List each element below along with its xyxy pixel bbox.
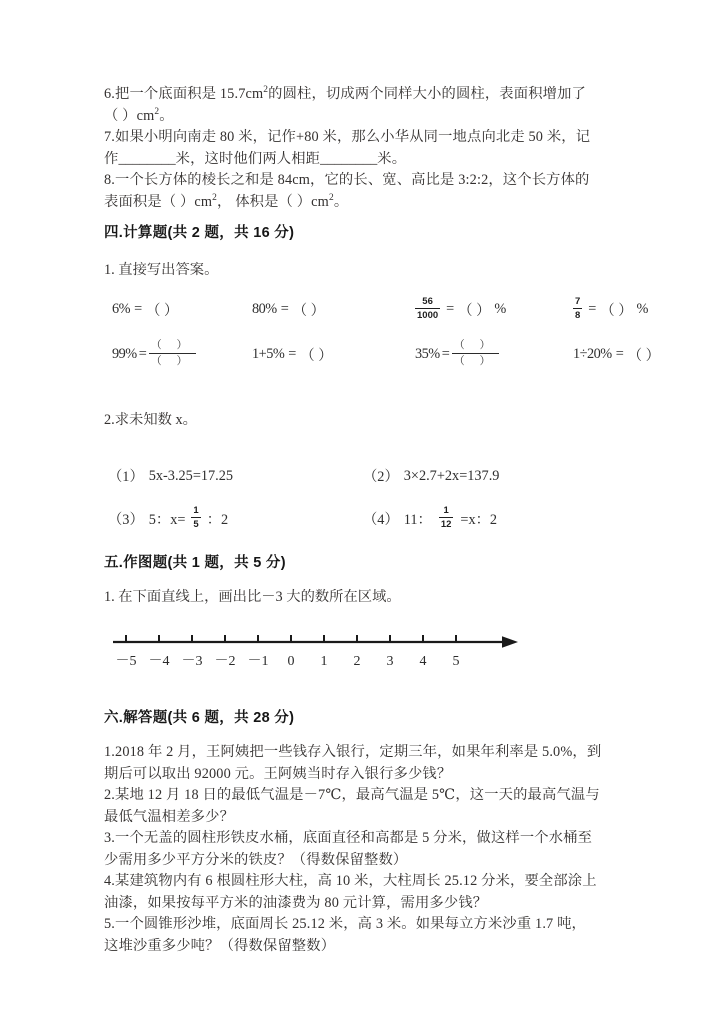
- blank-fraction-99-percent-numerator: （ ）: [150, 339, 194, 351]
- solve-question-2: [104, 785, 620, 828]
- fraction-56-1000-denominator: 1000: [417, 309, 439, 321]
- blank-fraction-99-percent-denominator: （ ）: [150, 355, 194, 367]
- solve-question-3-line-1: 一个无盖的圆柱形铁皮水桶，底面直径和高都是 5 分米，做这样一个水桶至: [115, 830, 593, 846]
- section-six-heading: 六.解答题(共 6 题，共 28 分): [104, 710, 295, 726]
- equation-3-post: ：2: [206, 511, 229, 528]
- equations-grid: [108, 466, 608, 530]
- solve-question-1-line-1: 2018 年 2 月，王阿姨把一些钱存入银行，定期三年，如果年利率是 5.0%，到: [115, 744, 602, 760]
- equation-4: [363, 507, 608, 530]
- calc-item-35-percent: [397, 341, 557, 368]
- solve-question-1-line-2: 期后可以取出 92000 元。王阿姨当时存入银行多少钱？: [104, 765, 452, 782]
- solve-question-1-number: 1.: [104, 744, 116, 760]
- number-line-label-6: 1: [320, 654, 328, 669]
- calc-item-6-percent-answer-blank: （ ）: [146, 302, 179, 319]
- solve-question-4: [104, 871, 620, 914]
- calc-item-99-percent: [112, 341, 252, 368]
- question-7-blank-2: ________: [320, 150, 378, 167]
- oral-calc-row-1: [112, 296, 648, 321]
- calc-item-1-div-20-percent-eq: =: [615, 346, 624, 362]
- question-7: [104, 127, 620, 170]
- fill-in-blanks-group: [104, 84, 620, 213]
- calc-item-7-over-8: [557, 298, 648, 321]
- number-line-label-1: －4: [148, 654, 170, 669]
- calc-item-6-percent: [112, 298, 252, 321]
- equation-3-pre: 5：x=: [148, 511, 186, 528]
- solve-question-2-line-1: 某地 12 月 18 日的最低气温是－7℃，最高气温是 5℃，这一天的最高气温与: [115, 787, 600, 803]
- calc-item-1-div-20-percent-lhs: 1÷20%: [573, 346, 612, 362]
- number-line-label-7: 2: [353, 654, 361, 669]
- calc-item-80-percent-lhs: 80%: [252, 301, 277, 317]
- calc-item-56-over-1000: [397, 298, 557, 321]
- calc-item-56-over-1000-answer-blank: （ ）: [458, 302, 491, 319]
- question-7-number: 7.: [104, 129, 116, 145]
- solve-question-2-number: 2.: [104, 787, 116, 803]
- section-four-sub1-label: 1. 直接写出答案。: [104, 262, 219, 278]
- solve-question-3-line-2: 少需用多少平方分米的铁皮？（得数保留整数）: [104, 851, 408, 868]
- blank-fraction-35-percent: [452, 340, 499, 367]
- question-6-sup-a: 2: [263, 85, 269, 96]
- equation-1-index: （1）: [108, 469, 144, 485]
- fraction-1-5: [191, 506, 200, 529]
- calc-item-6-percent-lhs: 6%: [112, 301, 131, 317]
- calc-item-80-percent: [252, 298, 397, 321]
- number-line-label-0: －5: [115, 654, 137, 669]
- equation-3-index: （3）: [108, 511, 144, 528]
- calc-item-1-plus-5-percent-answer-blank: （ ）: [300, 347, 333, 364]
- section-five-heading: 五.作图题(共 1 题，共 5 分): [104, 555, 286, 571]
- calc-item-7-over-8-eq: =: [588, 301, 597, 317]
- calc-item-1-plus-5-percent-eq: =: [288, 346, 297, 362]
- number-line-label-8: 3: [386, 654, 394, 669]
- equation-2-text: 3×2.7+2x=137.9: [403, 467, 500, 484]
- section-five-sub1-label: 1. 在下面直线上，画出比－3 大的数所在区域。: [104, 589, 401, 605]
- fraction-7-8: [573, 297, 582, 320]
- calc-item-7-over-8-answer-blank: （ ）: [600, 302, 633, 319]
- fraction-1-5-numerator: 1: [193, 505, 199, 516]
- solve-question-3: [104, 828, 620, 871]
- calc-item-7-over-8-suffix: %: [636, 301, 648, 317]
- question-6-text-a: 把一个底面积是 15.7cm: [115, 86, 264, 102]
- question-7-text-d: 米。: [377, 150, 407, 167]
- calc-item-35-percent-eq: =: [441, 346, 450, 362]
- question-6-sup-c: 2: [154, 106, 160, 117]
- question-6-number: 6.: [104, 86, 116, 102]
- equation-2-index: （2）: [363, 469, 399, 485]
- solve-question-4-line-2: 油漆，如果按每平方米的油漆费为 80 元计算，需用多少钱？: [104, 894, 488, 911]
- number-line-label-9: 4: [419, 654, 427, 669]
- calc-item-99-percent-eq: =: [138, 346, 147, 362]
- solve-question-2-line-2: 最低气温相差多少？: [104, 808, 235, 825]
- blank-fraction-99-percent: [149, 340, 196, 367]
- question-8-text-c: ， 体积是（ ）cm: [217, 193, 329, 210]
- solve-question-1: [104, 742, 620, 785]
- question-8: [104, 170, 620, 213]
- solve-question-5-line-1: 一个圆锥形沙堆，底面周长 25.12 米，高 3 米。如果每立方米沙重 1.7 吨，: [115, 916, 586, 932]
- solve-question-4-line-1: 某建筑物内有 6 根圆柱形大柱，高 10 米，大柱周长 25.12 分米，要全部涂上: [115, 873, 597, 889]
- number-line-labels: [116, 654, 460, 669]
- calc-item-1-div-20-percent: [557, 341, 660, 368]
- equation-3: [108, 507, 363, 530]
- question-7-text-a: 如果小明向南走 80 米，记作+80 米，那么小华从同一地点向北走 50 米，记: [115, 129, 591, 145]
- solve-question-5-number: 5.: [104, 916, 116, 932]
- question-8-text-b: 表面积是（ ）cm: [104, 193, 213, 210]
- calc-item-99-percent-lhs: 99%: [112, 346, 137, 362]
- question-6-text-b: 的圆柱，切成两个同样大小的圆柱，表面积增加了: [268, 86, 586, 102]
- number-line-svg: [104, 628, 524, 680]
- number-line-label-5: 0: [287, 654, 295, 669]
- solve-question-4-number: 4.: [104, 873, 116, 889]
- calc-item-56-over-1000-eq: =: [446, 301, 455, 317]
- blank-fraction-35-percent-numerator: （ ）: [453, 339, 497, 351]
- question-6-text-d: 。: [159, 107, 174, 124]
- solve-question-5: [104, 914, 620, 957]
- solve-question-3-number: 3.: [104, 830, 116, 846]
- fraction-7-8-denominator: 8: [575, 309, 581, 321]
- question-8-sup-c: 2: [328, 192, 334, 203]
- equation-1: [108, 466, 363, 486]
- fraction-56-1000-numerator: 56: [422, 296, 433, 307]
- equation-4-pre: 11：: [403, 511, 432, 528]
- fraction-1-12-denominator: 12: [440, 518, 452, 530]
- equation-4-index: （4）: [363, 511, 399, 528]
- number-line-label-2: －3: [181, 654, 203, 669]
- calc-item-35-percent-lhs: 35%: [415, 346, 440, 362]
- number-line-label-3: －2: [214, 654, 236, 669]
- section-four-heading: 四.计算题(共 2 题，共 16 分): [104, 225, 295, 241]
- question-8-text-d: 。: [333, 193, 349, 210]
- equation-1-text: 5x-3.25=17.25: [148, 467, 234, 484]
- fraction-1-12: [439, 506, 454, 529]
- calc-item-1-plus-5-percent: [252, 341, 397, 368]
- question-8-text-a: 一个长方体的棱长之和是 84cm，它的长、宽、高比是 3:2:2，这个长方体的: [115, 172, 590, 188]
- section-six-questions: [104, 742, 620, 957]
- equation-4-post: =x：2: [460, 511, 498, 528]
- calc-item-6-percent-eq: =: [134, 301, 143, 317]
- question-6-text-c: （ ）cm: [104, 107, 155, 124]
- solve-question-5-line-2: 这堆沙重多少吨？（得数保留整数）: [104, 937, 336, 954]
- fraction-1-12-numerator: 1: [443, 505, 449, 516]
- calc-item-80-percent-answer-blank: （ ）: [292, 302, 325, 319]
- fraction-1-5-denominator: 5: [193, 518, 199, 530]
- question-7-blank-1: ________: [118, 150, 176, 167]
- number-line-label-4: －1: [247, 654, 269, 669]
- question-7-text-b: 作: [104, 150, 119, 167]
- calc-item-1-plus-5-percent-lhs: 1+5%: [252, 346, 285, 362]
- oral-calc-row-2: [112, 339, 660, 368]
- question-7-text-c: 米，这时他们两人相距: [175, 150, 321, 167]
- number-line-figure: [104, 628, 524, 680]
- fraction-56-1000: [415, 297, 440, 320]
- number-line-label-10: 5: [452, 654, 460, 669]
- calc-item-80-percent-eq: =: [280, 301, 289, 317]
- number-line-arrow-icon: [502, 636, 518, 648]
- blank-fraction-35-percent-denominator: （ ）: [453, 355, 497, 367]
- calc-item-1-div-20-percent-answer-blank: （ ）: [627, 347, 660, 364]
- question-8-number: 8.: [104, 172, 116, 188]
- question-8-sup-b: 2: [212, 192, 218, 203]
- calc-item-56-over-1000-suffix: %: [494, 301, 506, 317]
- equation-2: [363, 466, 608, 486]
- question-6: [104, 84, 620, 127]
- fraction-7-8-numerator: 7: [575, 296, 581, 307]
- section-four-sub2-label: 2.求未知数 x。: [104, 412, 197, 428]
